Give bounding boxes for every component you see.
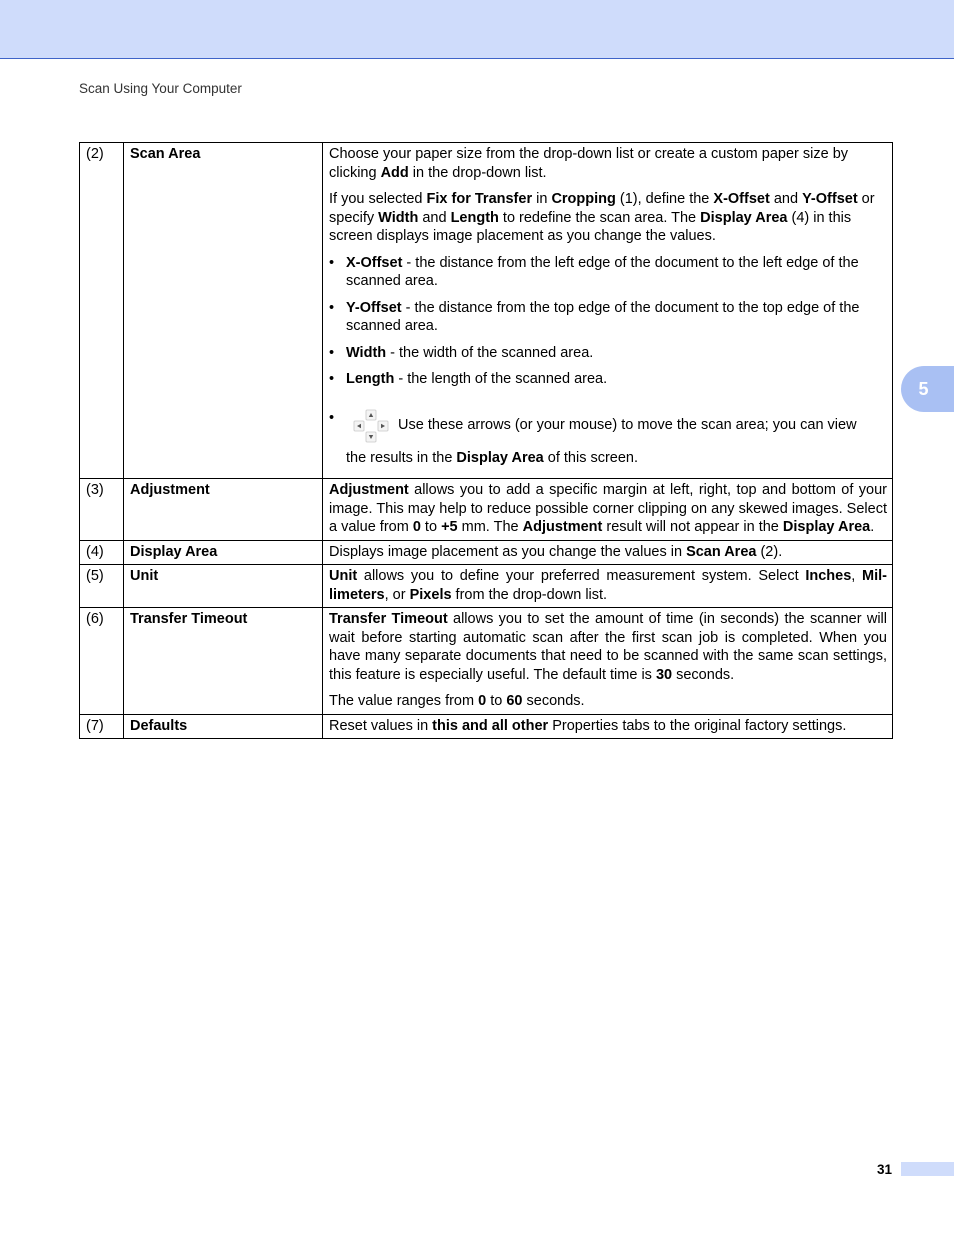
table-row xyxy=(80,714,893,739)
table-row xyxy=(80,565,893,608)
paragraph: Transfer Timeout allows you to set the amount of time (in seconds) the scanner will wait before starting automatic scan after the first scan job is completed. When you have many separate documents that need to be scanned with the same scan settings, this feature is especially useful. The default time is 30 seconds. xyxy=(329,611,888,683)
row-term: Unit xyxy=(124,565,323,608)
row-number: (7) xyxy=(80,714,124,739)
row-description xyxy=(323,714,893,739)
paragraph: Choose your paper size from the drop-down list or create a custom paper size by clicking Add in the drop-down list. xyxy=(329,146,849,181)
row-number: (4) xyxy=(80,540,124,565)
row-number: (5) xyxy=(80,565,124,608)
row-description xyxy=(323,479,893,541)
table-row xyxy=(80,608,893,715)
table-row xyxy=(80,143,893,479)
settings-table xyxy=(79,142,893,739)
list-item: • Length - the length of the scanned area. xyxy=(329,370,887,389)
paragraph: Unit allows you to define your preferred measurement system. Select Inches, Millimeters, or Pixels from the drop-down list. xyxy=(329,568,888,603)
bullet-list xyxy=(329,254,887,468)
list-item: • Y-Offset - the distance from the top edge of the document to the top edge of the scanned area. xyxy=(329,299,887,336)
row-number: (3) xyxy=(80,479,124,541)
paragraph: If you selected Fix for Transfer in Cropping (1), define the X-Offset and Y-Offset or specify Width and Length to redefine the scan area. The Display Area (4) in this screen displays image placement as you change the values. xyxy=(329,191,875,244)
table-row xyxy=(80,540,893,565)
paragraph: Displays image placement as you change the values in Scan Area (2). xyxy=(329,543,783,560)
arrow-keys-icon xyxy=(352,409,390,443)
paragraph: Adjustment allows you to add a specific margin at left, right, top and bottom of your image. This may help to reduce possible corner clipping on any skewed images. Select a value from 0 to +5 mm. The Adjustment result will not appear in the Display Area. xyxy=(329,482,887,535)
row-term: Defaults xyxy=(124,714,323,739)
chapter-tab xyxy=(901,366,954,412)
list-item xyxy=(329,409,887,468)
row-description xyxy=(323,143,893,479)
list-item: • Width - the width of the scanned area. xyxy=(329,344,887,363)
row-term: Scan Area xyxy=(124,143,323,479)
list-item: • X-Offset - the distance from the left edge of the document to the left edge of the scanned area. xyxy=(329,254,887,291)
paragraph: Reset values in this and all other Properties tabs to the original factory settings. xyxy=(329,717,847,734)
table-row xyxy=(80,479,893,541)
arrow-item-text: • Use these arrows (or your mouse) to move the scan area; you can view xyxy=(398,417,857,434)
page-tab xyxy=(901,1162,954,1176)
header-band xyxy=(0,0,954,59)
row-number: (6) xyxy=(80,608,124,715)
running-head: Scan Using Your Computer xyxy=(79,81,242,96)
row-term: Transfer Timeout xyxy=(124,608,323,715)
paragraph: The value ranges from 0 to 60 seconds. xyxy=(329,693,585,709)
chapter-number: 5 xyxy=(918,378,929,399)
row-term: Display Area xyxy=(124,540,323,565)
row-description xyxy=(323,565,893,608)
page-number: 31 xyxy=(876,1162,892,1177)
row-description xyxy=(323,540,893,565)
row-number: (2) xyxy=(80,143,124,479)
row-term: Adjustment xyxy=(124,479,323,541)
arrow-item-continuation: the results in the Display Area of this screen. xyxy=(346,449,639,466)
row-description xyxy=(323,608,893,715)
